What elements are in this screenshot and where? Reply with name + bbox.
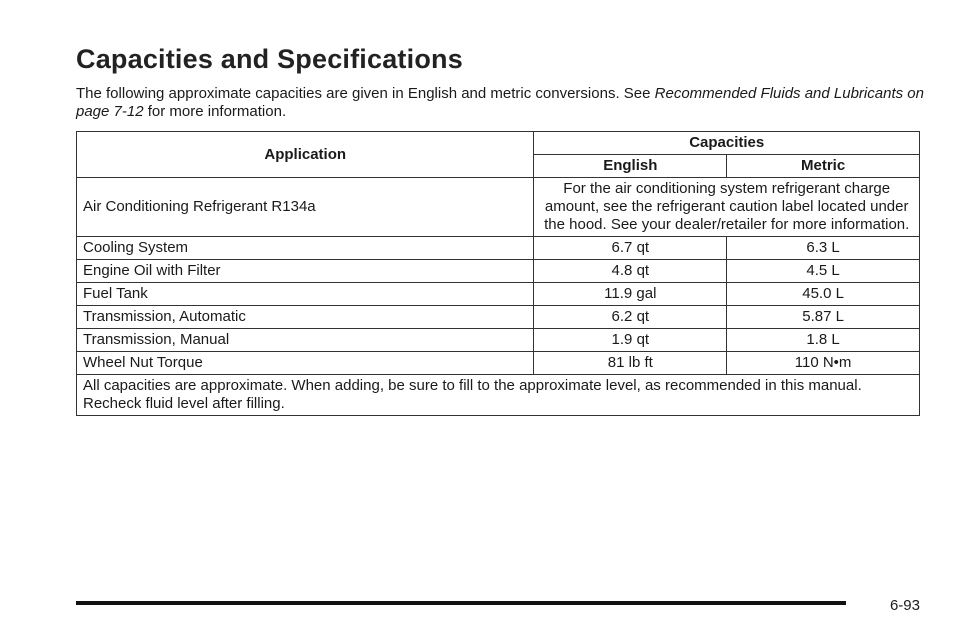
header-application: Application xyxy=(77,132,534,178)
cell-english: 6.2 qt xyxy=(534,306,727,329)
cell-english: 81 lb ft xyxy=(534,352,727,375)
table-row xyxy=(77,352,920,375)
cell-metric: 5.87 L xyxy=(727,306,920,329)
cross-reference-link[interactable]: Recommended Fluids and Lubricants on page 7-12 xyxy=(76,85,924,120)
cell-english: 11.9 gal xyxy=(534,283,727,306)
table-row xyxy=(77,329,920,352)
cell-english: 4.8 qt xyxy=(534,260,727,283)
header-metric: Metric xyxy=(727,155,920,178)
header-english: English xyxy=(534,155,727,178)
intro-tail: for more information. xyxy=(143,103,287,120)
intro-paragraph xyxy=(76,85,926,121)
footer-rule xyxy=(76,601,846,605)
header-capacities: Capacities xyxy=(534,132,920,155)
cell-ac-note: For the air conditioning system refrigerant charge amount, see the refrigerant caution label located under the hood. See your dealer/retailer for more information. xyxy=(534,178,920,237)
cell-application: Wheel Nut Torque xyxy=(77,352,534,375)
cell-application: Air Conditioning Refrigerant R134a xyxy=(77,178,534,237)
capacities-table xyxy=(76,131,920,416)
cell-application: Transmission, Automatic xyxy=(77,306,534,329)
cell-application: Transmission, Manual xyxy=(77,329,534,352)
table-row xyxy=(77,260,920,283)
table-footnote: All capacities are approximate. When adding, be sure to fill to the approximate level, as recommended in this manual. Recheck fluid level after filling. xyxy=(77,375,920,416)
cell-application: Fuel Tank xyxy=(77,283,534,306)
cell-application: Cooling System xyxy=(77,237,534,260)
intro-text: The following approximate capacities are given in English and metric conversions. See xyxy=(76,85,655,102)
page-number: 6-93 xyxy=(889,597,920,614)
table-row xyxy=(77,237,920,260)
cell-metric: 45.0 L xyxy=(727,283,920,306)
table-row-ac xyxy=(77,178,920,237)
page-title: Capacities and Specifications xyxy=(76,44,463,74)
table-header-row xyxy=(77,132,920,155)
cell-application: Engine Oil with Filter xyxy=(77,260,534,283)
cell-metric: 6.3 L xyxy=(727,237,920,260)
cell-english: 1.9 qt xyxy=(534,329,727,352)
cell-metric: 110 N•m xyxy=(727,352,920,375)
table-footnote-row xyxy=(77,375,920,416)
cell-metric: 1.8 L xyxy=(727,329,920,352)
cell-english: 6.7 qt xyxy=(534,237,727,260)
table-row xyxy=(77,306,920,329)
cell-metric: 4.5 L xyxy=(727,260,920,283)
table-row xyxy=(77,283,920,306)
